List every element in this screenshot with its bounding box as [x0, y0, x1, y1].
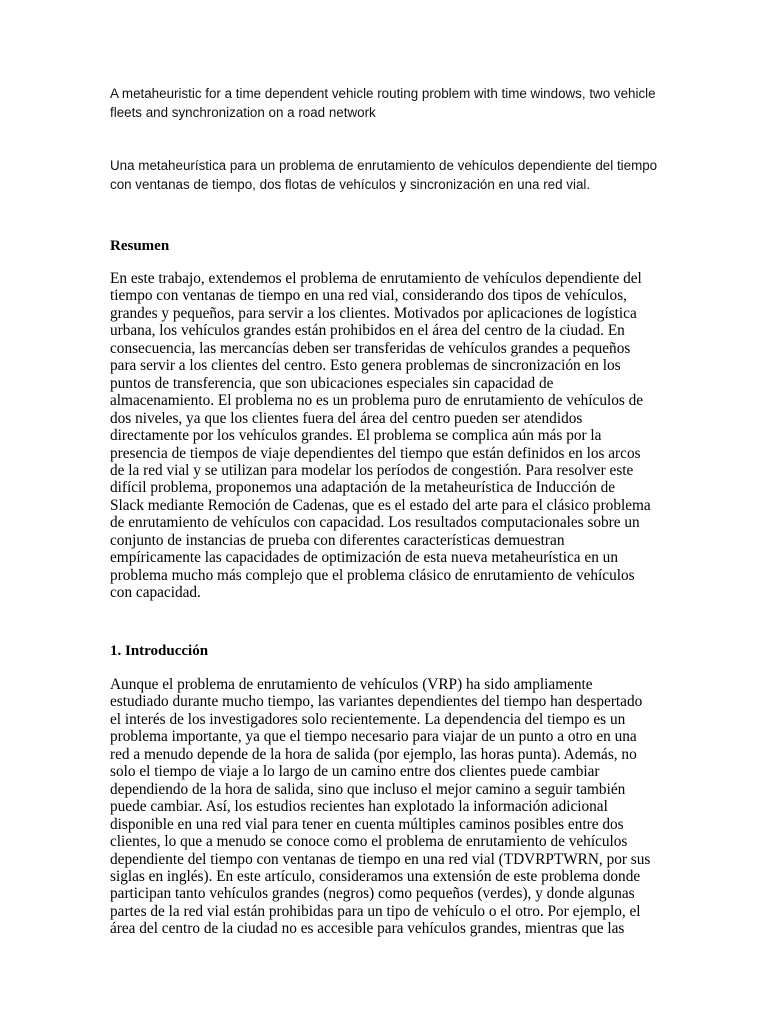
- abstract-line: Slack mediante Remoción de Cadenas, que es el estado del arte para el clásico problema: [110, 496, 651, 514]
- abstract-line: para servir a los clientes del centro. Esto genera problemas de sincronización en los: [110, 357, 621, 375]
- abstract-line: de la red vial y se utilizan para modelar los períodos de congestión. Para resolver este: [110, 461, 634, 479]
- intro-line: participan tanto vehículos grandes (negros) como pequeños (verdes), y donde algunas: [110, 885, 635, 903]
- abstract-line: directamente por los vehículos grandes. El problema se complica aún más por la: [110, 427, 602, 445]
- abstract-line: difícil problema, proponemos una adaptación de la metaheurística de Inducción de: [110, 479, 616, 497]
- abstract-line: En este trabajo, extendemos el problema de enrutamiento de vehículos dependiente del: [110, 270, 642, 287]
- intro-line: partes de la red vial están prohibidas para un tipo de vehículo o el otro. Por ejemplo, el: [110, 902, 641, 920]
- intro-line: dependiente del tiempo con ventanas de tiempo en una red vial (TDVRPTWRN, por sus: [110, 850, 651, 868]
- abstract-line: grandes y pequeños, para servir a los clientes. Motivados por aplicaciones de logística: [110, 304, 637, 322]
- abstract-line: conjunto de instancias de prueba con diferentes características demuestran: [110, 531, 565, 549]
- abstract-line: con capacidad.: [110, 584, 201, 602]
- abstract-line: de enrutamiento de vehículos con capacidad. Los resultados computacionales sobre un: [110, 514, 640, 532]
- introduction-heading: 1. Introducción: [110, 643, 209, 659]
- english-title: A metaheuristic for a time dependent vehicle routing problem with time windows, two vehicle fleets and synchronization on a road network: [110, 86, 656, 120]
- abstract-line: puntos de transferencia, que son ubicaciones especiales sin capacidad de: [110, 374, 554, 392]
- intro-line: dependiendo de la hora de salida, sino que incluso el mejor camino a seguir también: [110, 780, 626, 798]
- abstract-line: tiempo con ventanas de tiempo en una red vial, considerando dos tipos de vehículos,: [110, 287, 627, 305]
- spanish-title: Una metaheurística para un problema de enrutamiento de vehículos dependiente del tiempo con ventanas de tiempo, dos flotas de vehículos y sincronización en una red vial.: [110, 158, 658, 192]
- intro-line: área del centro de la ciudad no es accesible para vehículos grandes, mientras que las: [110, 920, 625, 938]
- abstract-line: presencia de tiempos de viaje dependientes del tiempo que están definidos en los arcos: [110, 444, 641, 462]
- abstract-line: problema mucho más complejo que el problema clásico de enrutamiento de vehículos: [110, 566, 635, 584]
- intro-line: red a menudo depende de la hora de salida (por ejemplo, las horas punta). Además, no: [110, 745, 637, 763]
- abstract-line: consecuencia, las mercancías deben ser transferidas de vehículos grandes a pequeños: [110, 339, 631, 357]
- intro-line: el interés de los investigadores solo recientemente. La dependencia del tiempo es un: [110, 710, 626, 728]
- intro-line: problema importante, ya que el tiempo necesario para viajar de un punto a otro en una: [110, 728, 637, 746]
- abstract-heading: Resumen: [110, 238, 170, 254]
- intro-line: puede cambiar. Así, los estudios recientes han explotado la información adicional: [110, 798, 608, 816]
- abstract-line: almacenamiento. El problema no es un problema puro de enrutamiento de vehículos de: [110, 392, 644, 410]
- introduction-paragraph: [110, 676, 655, 938]
- intro-line: siglas en inglés). En este artículo, consideramos una extensión de este problema donde: [110, 867, 641, 885]
- intro-line: estudiado durante mucho tiempo, las variantes dependientes del tiempo han despertado: [110, 693, 643, 711]
- intro-line: Aunque el problema de enrutamiento de vehículos (VRP) ha sido ampliamente: [110, 676, 593, 693]
- intro-line: solo el tiempo de viaje a lo largo de un camino entre dos clientes puede cambiar: [110, 763, 600, 781]
- intro-line: clientes, lo que a menudo se conoce como el problema de enrutamiento de vehículos: [110, 833, 628, 851]
- abstract-line: empíricamente las capacidades de optimización de esta nueva metaheurística en un: [110, 549, 618, 567]
- abstract-line: dos niveles, ya que los clientes fuera del área del centro pueden ser atendidos: [110, 409, 583, 427]
- abstract-line: urbana, los vehículos grandes están prohibidos en el área del centro de la ciudad. En: [110, 322, 625, 340]
- intro-line: disponible en una red vial para tener en cuenta múltiples caminos posibles entre dos: [110, 815, 624, 833]
- abstract-paragraph: [110, 270, 655, 602]
